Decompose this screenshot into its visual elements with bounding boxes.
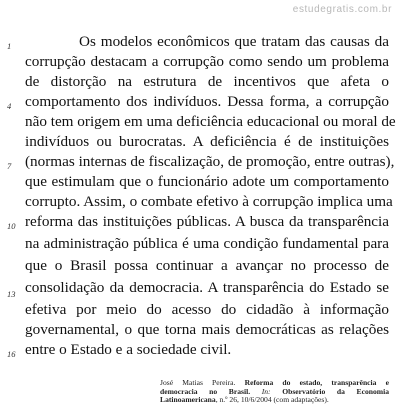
line-number-1: 1 [7, 41, 12, 51]
citation-line-3 [160, 396, 389, 405]
line-number-7: 7 [7, 161, 12, 171]
text-line-11: na administração pública é uma condição fundamental para [25, 235, 389, 252]
line-number-16: 16 [7, 349, 16, 359]
text-line-16: entre o Estado e a sociedade civil. [25, 341, 232, 358]
text-line-6: indivíduos ou burocratas. A deficiência é de instituições [25, 133, 389, 150]
text-line-12: que o Brasil possa continuar a avançar no processo de [25, 257, 389, 274]
text-line-14: efetiva por meio do acesso do cidadão à informação [25, 301, 389, 318]
text-line-1: Os modelos econômicos que tratam das causas da [79, 33, 389, 50]
citation-title-part1: Reforma do estado, transparência e [244, 378, 389, 387]
watermark-text: estudegratis.com.br [292, 4, 392, 15]
source-citation [160, 379, 389, 405]
line-number-4: 4 [7, 101, 12, 111]
text-line-15: governamental, o que torna mais democráticas as relações [25, 321, 389, 338]
citation-journal-part1: Observatório da Economia [282, 386, 389, 396]
line-number-10: 10 [7, 221, 16, 231]
text-line-5: não tem origem em uma deficiência educacional ou moral de [25, 113, 396, 130]
text-line-9: corrupto. Assim, o combate efetivo à corrupção implica uma [25, 193, 393, 210]
citation-author: José Matias Pereira. [160, 378, 236, 387]
citation-in-label: In: [261, 386, 271, 396]
citation-journal-part2: Latinoamericana [160, 395, 216, 405]
text-line-2: corrupção destacam a corrupção como sendo um problema [25, 53, 389, 70]
text-line-10: reforma das instituições públicas. A busca da transparência [25, 213, 389, 230]
text-line-3: de distorção na estrutura de incentivos que afeta o [25, 73, 389, 90]
text-line-7: (normas internas de fiscalização, de promoção, entre outras), [25, 153, 395, 170]
line-number-13: 13 [7, 289, 16, 299]
text-line-8: que estimulam que o funcionário adote um comportamento [25, 173, 389, 190]
citation-details: , n.º 26, 10/6/2004 (com adaptações). [215, 395, 329, 405]
citation-title-part2: democracia no Brasil. [160, 386, 251, 396]
text-line-4: comportamento dos indivíduos. Dessa forma, a corrupção [25, 93, 389, 110]
text-line-13: consolidação da democracia. A transparência do Estado se [25, 279, 389, 296]
